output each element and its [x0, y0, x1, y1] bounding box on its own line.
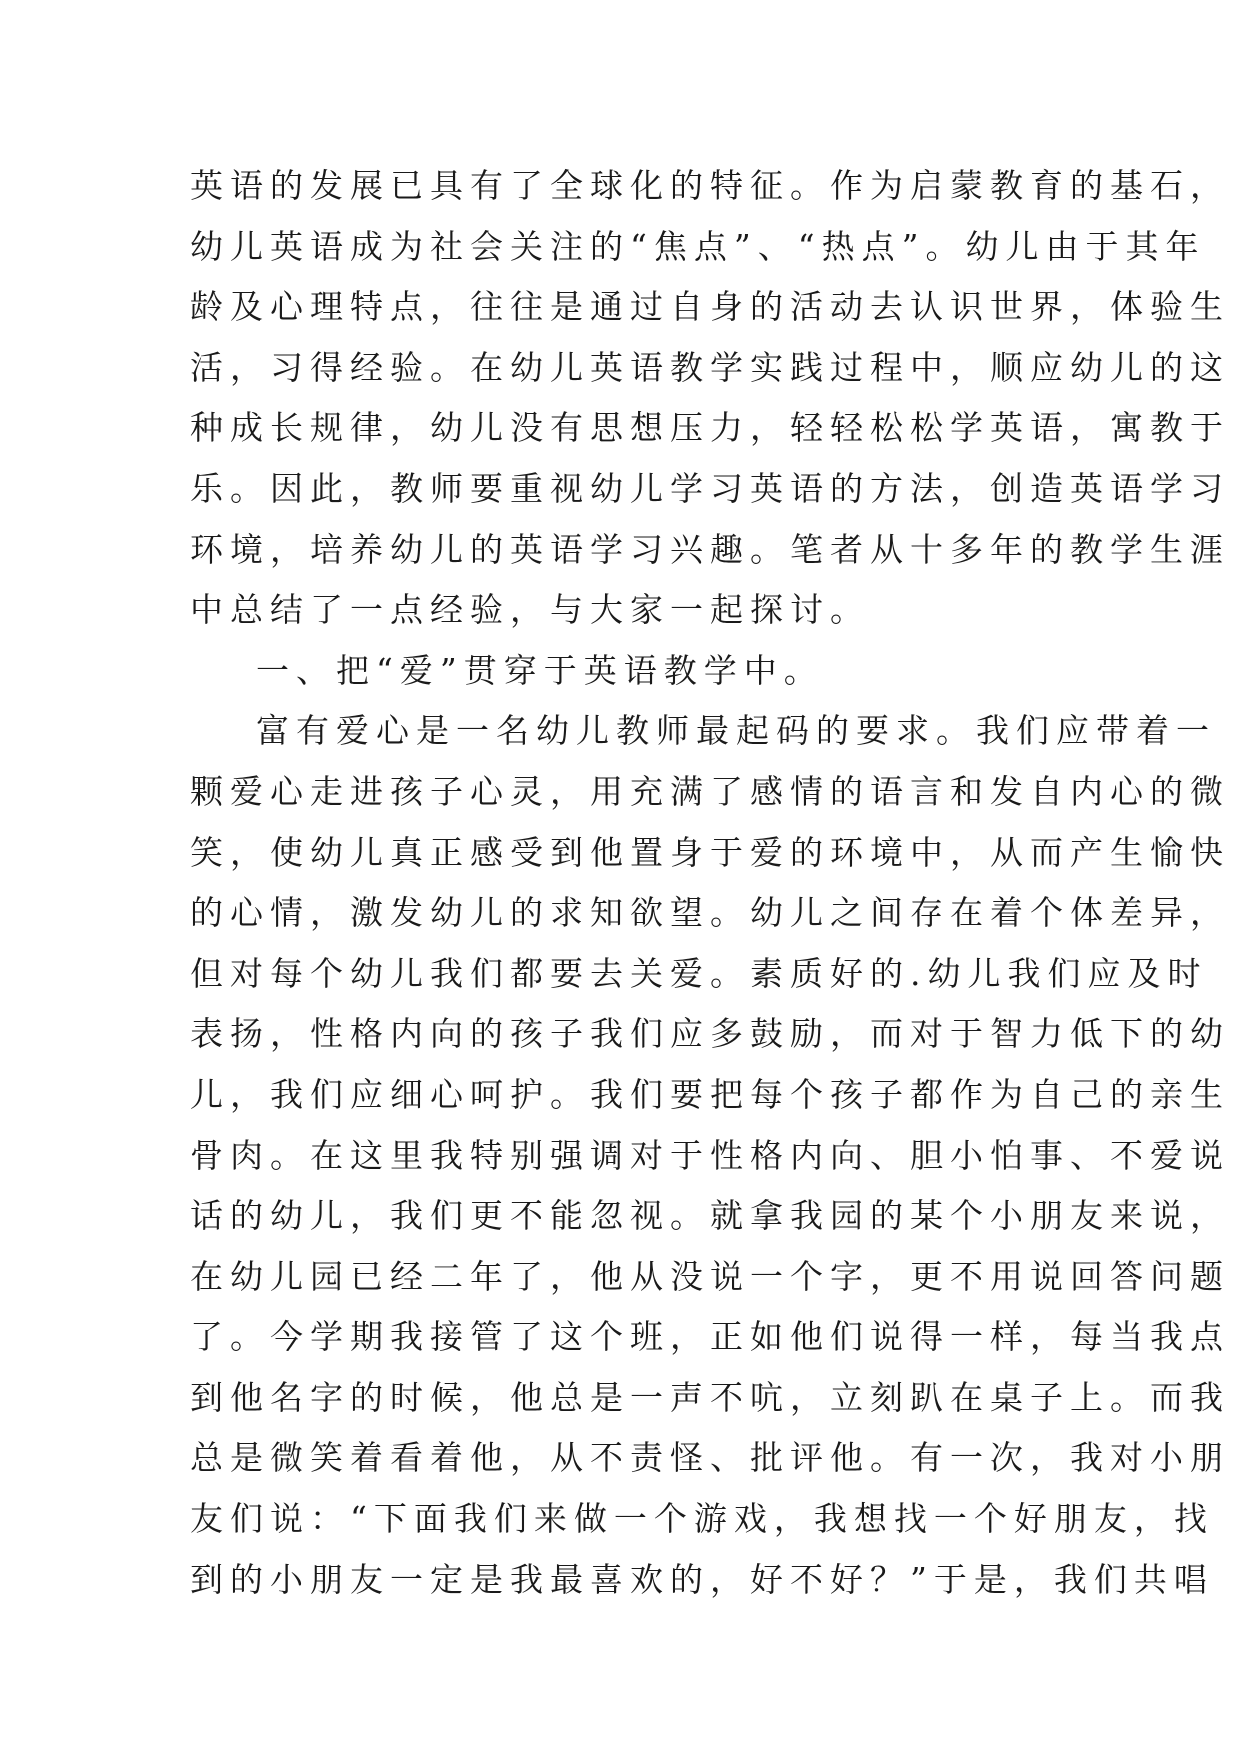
text-line: 一、把“爱”贯穿于英语教学中。 [256, 650, 824, 690]
text-line: 到的小朋友一定是我最喜欢的，好不好？”于是，我们共唱 [190, 1559, 1214, 1599]
text-line: 儿，我们应细心呵护。我们要把每个孩子都作为自己的亲生 [190, 1074, 1230, 1114]
text-line: 幼儿英语成为社会关注的“焦点”、“热点”。幼儿由于其年 [190, 226, 1206, 266]
text-line: 到他名字的时候，他总是一声不吭，立刻趴在桌子上。而我 [190, 1377, 1230, 1417]
text-line: 笑，使幼儿真正感受到他置身于爱的环境中，从而产生愉快 [190, 832, 1230, 872]
text-line: 友们说：“下面我们来做一个游戏，我想找一个好朋友，找 [190, 1499, 1214, 1539]
text-line: 环境，培养幼儿的英语学习兴趣。笔者从十多年的教学生涯 [190, 529, 1230, 569]
text-line: 的心情，激发幼儿的求知欲望。幼儿之间存在着个体差异， [190, 893, 1230, 933]
text-line: 了。今学期我接管了这个班，正如他们说得一样，每当我点 [190, 1317, 1230, 1357]
text-line: 龄及心理特点，往往是通过自身的活动去认识世界，体验生 [190, 287, 1230, 327]
text-line: 但对每个幼儿我们都要去关爱。素质好的.幼儿我们应及时 [190, 953, 1208, 993]
text-line: 种成长规律，幼儿没有思想压力，轻轻松松学英语，寓教于 [190, 408, 1230, 448]
text-line: 骨肉。在这里我特别强调对于性格内向、胆小怕事、不爱说 [190, 1135, 1230, 1175]
text-line: 富有爱心是一名幼儿教师最起码的要求。我们应带着一 [256, 711, 1216, 751]
text-line: 活，习得经验。在幼儿英语教学实践过程中，顺应幼儿的这 [190, 347, 1230, 387]
text-line: 表扬，性格内向的孩子我们应多鼓励，而对于智力低下的幼 [190, 1014, 1230, 1054]
text-line: 颗爱心走进孩子心灵，用充满了感情的语言和发自内心的微 [190, 771, 1230, 811]
document-body [190, 156, 1230, 1610]
text-line: 中总结了一点经验，与大家一起探讨。 [190, 590, 870, 630]
text-line: 英语的发展已具有了全球化的特征。作为启蒙教育的基石， [190, 166, 1230, 205]
text-line: 在幼儿园已经二年了，他从没说一个字，更不用说回答问题 [190, 1256, 1230, 1296]
text-line: 总是微笑着看着他，从不责怪、批评他。有一次，我对小朋 [190, 1438, 1230, 1478]
text-line: 话的幼儿，我们更不能忽视。就拿我园的某个小朋友来说， [190, 1196, 1230, 1236]
text-line: 乐。因此，教师要重视幼儿学习英语的方法，创造英语学习 [190, 468, 1230, 508]
